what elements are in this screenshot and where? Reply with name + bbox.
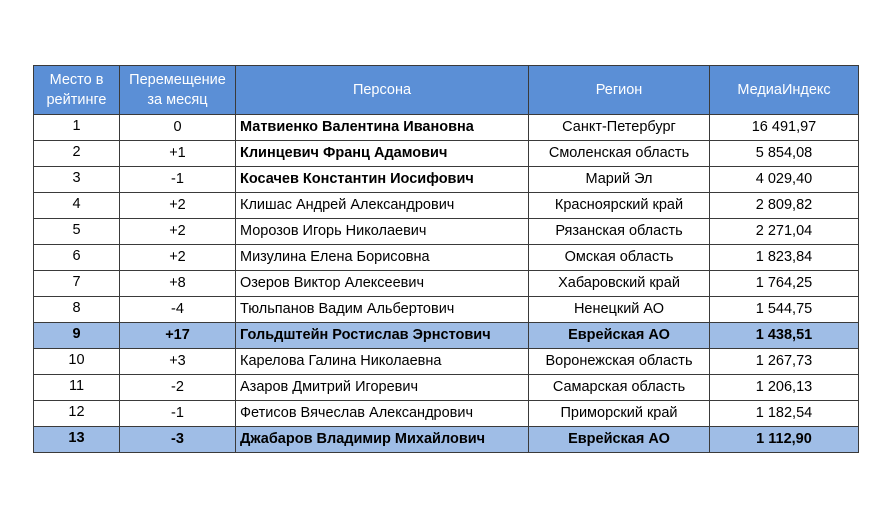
cell-index: 2 271,04 [710,219,859,245]
cell-person: Матвиенко Валентина Ивановна [236,115,529,141]
cell-region: Ненецкий АО [529,297,710,323]
table-row [34,349,859,375]
cell-rank: 2 [34,141,120,167]
cell-person: Клишас Андрей Александрович [236,193,529,219]
cell-index: 1 267,73 [710,349,859,375]
cell-rank: 13 [34,427,120,453]
cell-index: 1 182,54 [710,401,859,427]
table-row [34,297,859,323]
table-body [34,115,859,453]
cell-rank: 5 [34,219,120,245]
cell-rank: 12 [34,401,120,427]
table-row [34,141,859,167]
cell-index: 4 029,40 [710,167,859,193]
header-move: Перемещение за месяц [120,66,236,115]
cell-move: 0 [120,115,236,141]
table-row [34,375,859,401]
table-row [34,323,859,349]
cell-rank: 9 [34,323,120,349]
cell-move: +2 [120,193,236,219]
cell-rank: 8 [34,297,120,323]
cell-move: +8 [120,271,236,297]
cell-region: Еврейская АО [529,323,710,349]
cell-region: Хабаровский край [529,271,710,297]
table-row [34,219,859,245]
cell-move: +2 [120,245,236,271]
cell-person: Фетисов Вячеслав Александрович [236,401,529,427]
cell-region: Красноярский край [529,193,710,219]
cell-index: 5 854,08 [710,141,859,167]
header-rank: Место в рейтинге [34,66,120,115]
cell-person: Карелова Галина Николаевна [236,349,529,375]
cell-index: 16 491,97 [710,115,859,141]
cell-move: -3 [120,427,236,453]
cell-index: 1 112,90 [710,427,859,453]
table-row [34,401,859,427]
cell-rank: 6 [34,245,120,271]
cell-person: Азаров Дмитрий Игоревич [236,375,529,401]
cell-index: 1 823,84 [710,245,859,271]
cell-rank: 7 [34,271,120,297]
cell-move: -1 [120,167,236,193]
table-row [34,167,859,193]
cell-rank: 1 [34,115,120,141]
cell-index: 1 206,13 [710,375,859,401]
header-person: Персона [236,66,529,115]
table-row [34,245,859,271]
cell-rank: 11 [34,375,120,401]
cell-move: +17 [120,323,236,349]
cell-person: Косачев Константин Иосифович [236,167,529,193]
table-row [34,427,859,453]
cell-region: Приморский край [529,401,710,427]
cell-move: -4 [120,297,236,323]
cell-index: 1 764,25 [710,271,859,297]
cell-region: Самарская область [529,375,710,401]
cell-region: Марий Эл [529,167,710,193]
cell-person: Клинцевич Франц Адамович [236,141,529,167]
cell-rank: 10 [34,349,120,375]
cell-region: Еврейская АО [529,427,710,453]
header-row [34,66,859,115]
cell-person: Тюльпанов Вадим Альбертович [236,297,529,323]
cell-rank: 3 [34,167,120,193]
cell-move: +3 [120,349,236,375]
header-region: Регион [529,66,710,115]
cell-move: -2 [120,375,236,401]
cell-index: 1 438,51 [710,323,859,349]
cell-region: Санкт-Петербург [529,115,710,141]
table-row [34,271,859,297]
media-index-table [33,65,859,453]
cell-index: 2 809,82 [710,193,859,219]
cell-region: Рязанская область [529,219,710,245]
cell-move: +2 [120,219,236,245]
cell-move: +1 [120,141,236,167]
cell-move: -1 [120,401,236,427]
cell-person: Морозов Игорь Николаевич [236,219,529,245]
cell-index: 1 544,75 [710,297,859,323]
cell-person: Джабаров Владимир Михайлович [236,427,529,453]
header-index: МедиаИндекс [710,66,859,115]
table-row [34,115,859,141]
cell-person: Озеров Виктор Алексеевич [236,271,529,297]
cell-region: Воронежская область [529,349,710,375]
cell-rank: 4 [34,193,120,219]
cell-region: Омская область [529,245,710,271]
cell-person: Гольдштейн Ростислав Эрнстович [236,323,529,349]
cell-person: Мизулина Елена Борисовна [236,245,529,271]
table-row [34,193,859,219]
cell-region: Смоленская область [529,141,710,167]
